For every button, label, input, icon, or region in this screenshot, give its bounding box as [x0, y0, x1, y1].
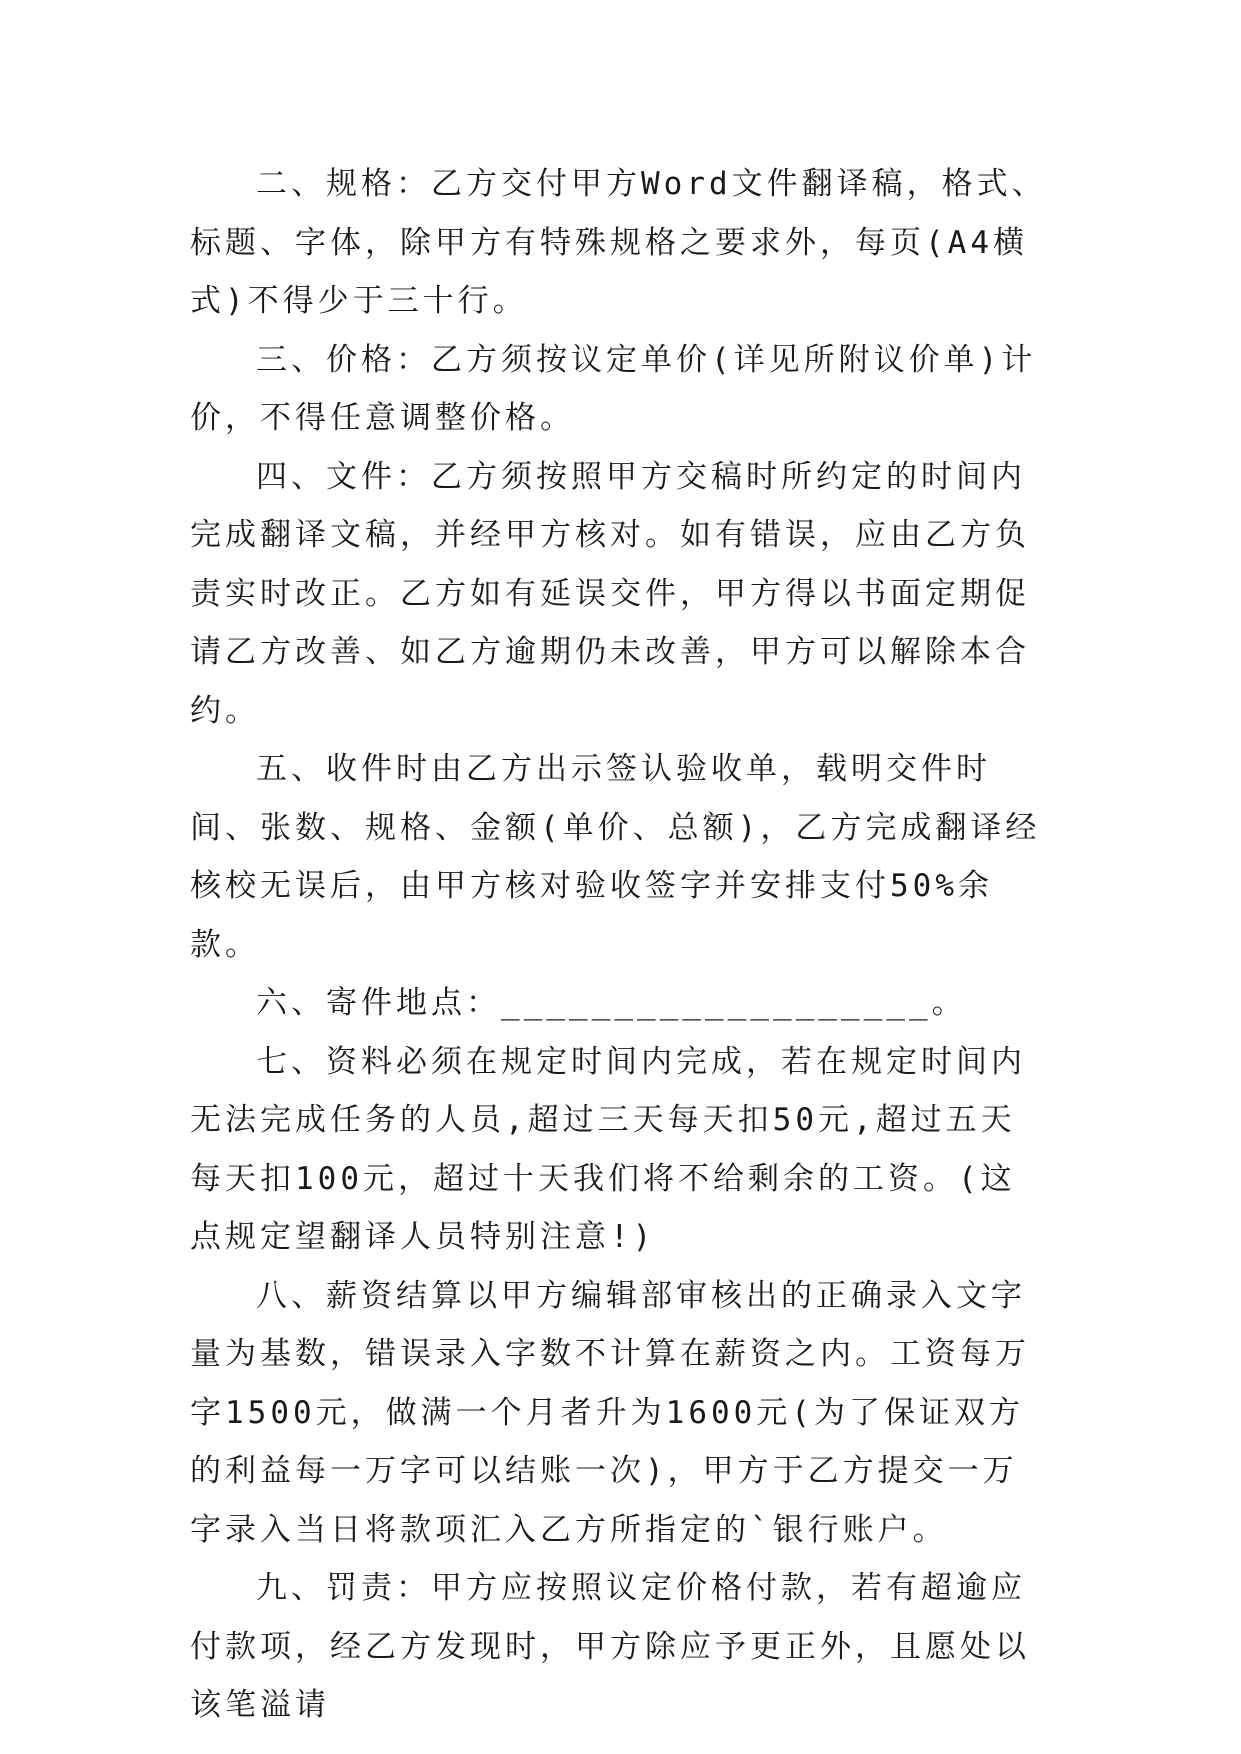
clause-6-mailing-address: 六、寄件地点：___________________。	[256, 985, 967, 1021]
clause-2-specifications: 二、规格：乙方交付甲方Word文件翻译稿，格式、标题、字体，除甲方有特殊规格之要求外，每页(A4横式)不得少于三十行。	[190, 166, 1047, 319]
clause-9-penalty: 九、罚责：甲方应按照议定价格付款，若有超逾应付款项，经乙方发现时，甲方除应予更正外，且愿处以该笔溢请	[190, 1570, 1030, 1723]
clause-7-deadline: 七、资料必须在规定时间内完成，若在规定时间内无法完成任务的人员,超过三天每天扣50元,超过五天每天扣100元，超过十天我们将不给剩余的工资。(这点规定望翻译人员特别注意!)	[190, 1043, 1026, 1255]
clause-4-documents: 四、文件：乙方须按照甲方交稿时所约定的时间内完成翻译文稿，并经甲方核对。如有错误，应由乙方负责实时改正。乙方如有延误交件，甲方得以书面定期促请乙方改善、如乙方逾期仍未改善，甲方可以解除本合约。	[190, 458, 1030, 729]
clause-5-receipt: 五、收件时由乙方出示签认验收单，载明交件时间、张数、规格、金额(单价、总额)，乙方完成翻译经核校无误后，由甲方核对验收签字并安排支付50%余款。	[190, 751, 1041, 963]
clause-8-salary: 八、薪资结算以甲方编辑部审核出的正确录入文字量为基数，错误录入字数不计算在薪资之内。工资每万字1500元，做满一个月者升为1600元(为了保证双方的利益每一万字可以结账一次)，甲方于乙方提交一万字录入当日将款项汇入乙方所指定的`银行账户。	[190, 1277, 1030, 1548]
document-body	[190, 155, 1050, 1735]
clause-3-price: 三、价格：乙方须按议定单价(详见所附议价单)计价，不得任意调整价格。	[190, 341, 1037, 436]
